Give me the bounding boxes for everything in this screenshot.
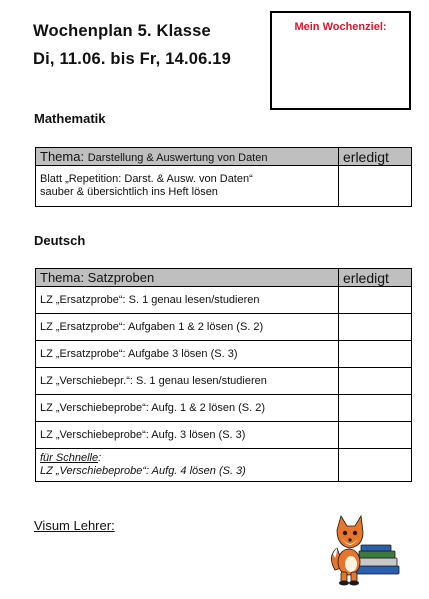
- task-cell: LZ „Verschiebepr.“: S. 1 genau lesen/studieren: [36, 368, 339, 395]
- worksheet-title: Wochenplan 5. Klasse: [33, 22, 211, 40]
- task-cell: LZ „Ersatzprobe“: Aufgabe 3 lösen (S. 3): [36, 341, 339, 368]
- thema-header: Thema: Satzproben: [36, 269, 339, 287]
- task-cell: LZ „Ersatzprobe“: Aufgaben 1 & 2 lösen (S. 2): [36, 314, 339, 341]
- erledigt-header: erledigt: [339, 269, 412, 287]
- table-row: [36, 287, 412, 314]
- thema-text: Darstellung & Auswertung von Daten: [87, 152, 268, 164]
- weekly-goal-label: Mein Wochenziel:: [294, 21, 387, 33]
- task-text-line: sauber & übersichtlich ins Heft lösen: [40, 186, 218, 198]
- task-cell: [36, 166, 339, 207]
- done-checkbox-cell[interactable]: [339, 287, 412, 314]
- fox-with-books-icon: [325, 508, 405, 588]
- table-row: [36, 368, 412, 395]
- extra-task-cell: [36, 449, 339, 482]
- done-checkbox-cell[interactable]: [339, 341, 412, 368]
- table-row-extra: [36, 449, 412, 482]
- table-row: [36, 341, 412, 368]
- thema-prefix: Thema:: [40, 149, 85, 164]
- done-checkbox-cell[interactable]: [339, 166, 412, 207]
- done-checkbox-cell[interactable]: [339, 314, 412, 341]
- task-cell: LZ „Ersatzprobe“: S. 1 genau lesen/studieren: [36, 287, 339, 314]
- table-row: [36, 395, 412, 422]
- table-header-row: [36, 269, 412, 287]
- table-row: [36, 314, 412, 341]
- date-range: Di, 11.06. bis Fr, 14.06.19: [33, 50, 232, 68]
- extra-label-colon: :: [98, 452, 102, 464]
- erledigt-header: erledigt: [339, 148, 412, 166]
- table-row: [36, 166, 412, 207]
- mathematik-table: [35, 147, 412, 207]
- deutsch-table: [35, 268, 412, 482]
- table-header-row: [36, 148, 412, 166]
- teacher-signature-label: Visum Lehrer:: [34, 518, 115, 533]
- weekly-goal-box[interactable]: [270, 11, 411, 110]
- task-cell: LZ „Verschiebeprobe“: Aufg. 3 lösen (S. 3): [36, 422, 339, 449]
- done-checkbox-cell[interactable]: [339, 395, 412, 422]
- section-title-deutsch: Deutsch: [34, 233, 86, 248]
- section-title-mathematik: Mathematik: [34, 111, 106, 126]
- task-cell: LZ „Verschiebeprobe“: Aufg. 1 & 2 lösen (S. 2): [36, 395, 339, 422]
- extra-label: für Schnelle: [40, 452, 99, 464]
- done-checkbox-cell[interactable]: [339, 368, 412, 395]
- extra-task-text: LZ „Verschiebeprobe“: Aufg. 4 lösen (S. 3): [40, 465, 246, 477]
- task-text-line: Blatt „Repetition: Darst. & Ausw. von Daten“: [40, 173, 253, 185]
- done-checkbox-cell[interactable]: [339, 422, 412, 449]
- done-checkbox-cell[interactable]: [339, 449, 412, 482]
- table-row: [36, 422, 412, 449]
- thema-header: [36, 148, 339, 166]
